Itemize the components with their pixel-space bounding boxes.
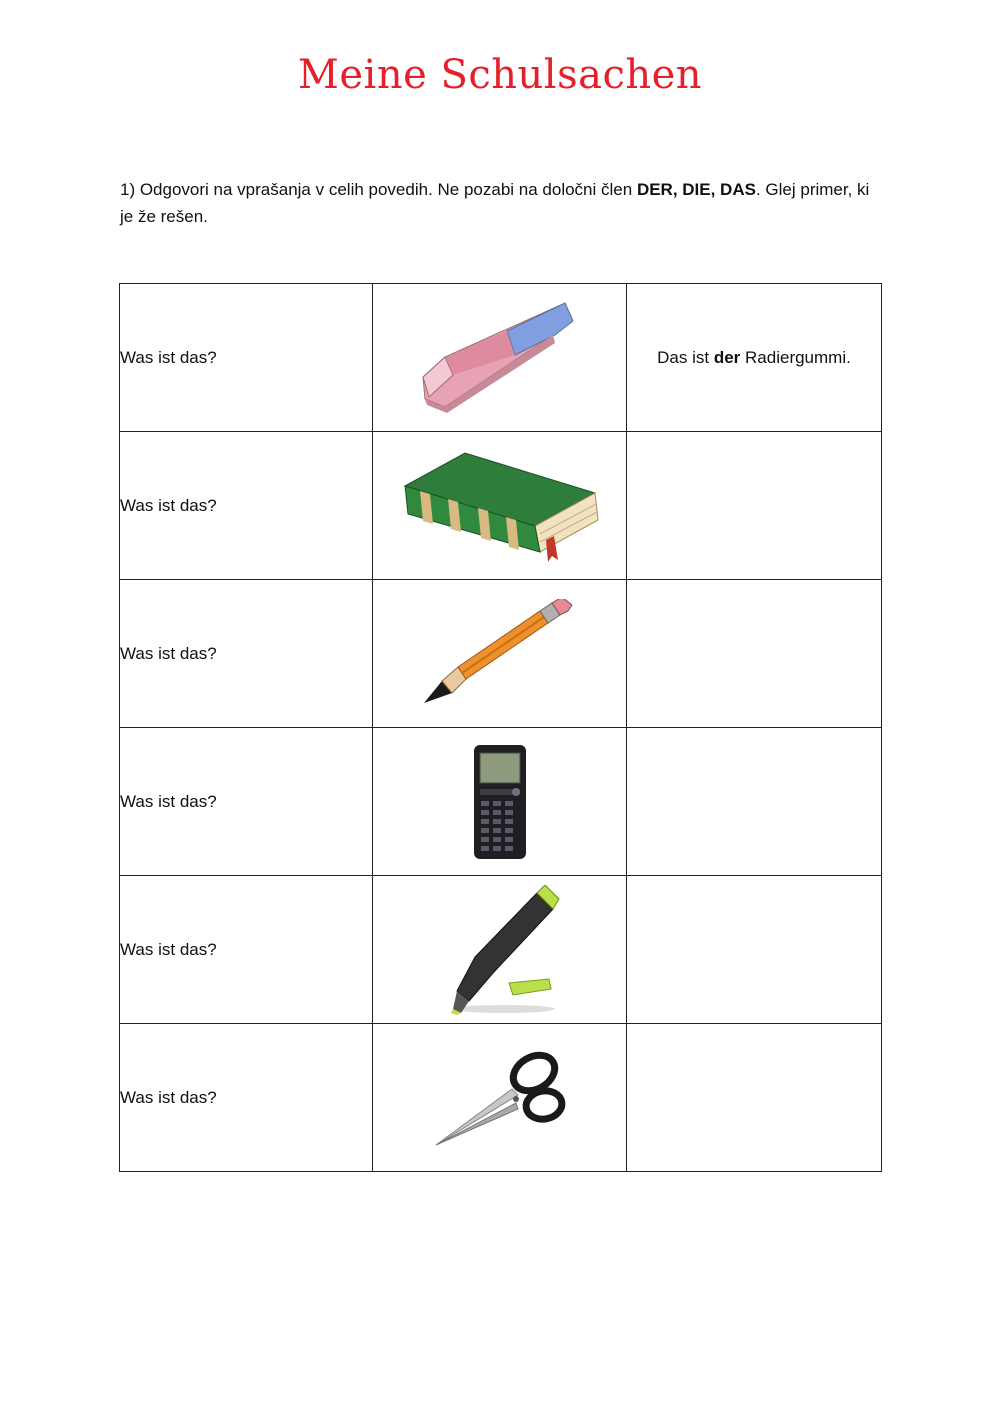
instructions-text-end: . Glej primer, ki je že rešen. <box>120 180 870 226</box>
table-row <box>120 1024 882 1172</box>
table-row <box>120 728 882 876</box>
image-cell <box>373 432 627 580</box>
worksheet-table <box>119 283 882 1172</box>
instructions <box>120 176 880 230</box>
book-icon <box>400 448 600 563</box>
image-cell <box>373 580 627 728</box>
question-cell: Was ist das? <box>120 284 373 432</box>
question-cell: Was ist das? <box>120 1024 373 1172</box>
instructions-articles: DER, DIE, DAS <box>636 180 756 199</box>
image-cell <box>373 876 627 1024</box>
scissors-icon <box>432 1045 567 1150</box>
table-row <box>120 432 882 580</box>
calculator-icon <box>470 743 530 861</box>
highlighter-icon <box>435 885 565 1015</box>
answer-cell[interactable] <box>627 432 882 580</box>
answer-cell[interactable] <box>627 876 882 1024</box>
answer-article: der <box>713 347 741 367</box>
question-cell: Was ist das? <box>120 876 373 1024</box>
instructions-text: 1) Odgovori na vprašanja v celih povedih. Ne pozabi na določni člen <box>120 180 637 199</box>
answer-cell[interactable] <box>627 580 882 728</box>
question-cell: Was ist das? <box>120 728 373 876</box>
answer-cell[interactable] <box>627 728 882 876</box>
question-cell: Was ist das? <box>120 432 373 580</box>
pencil-icon <box>420 599 580 709</box>
image-cell <box>373 284 627 432</box>
answer-text-end: Radiergummi. <box>740 347 851 367</box>
page-title: Meine Schulsachen <box>297 52 703 98</box>
question-cell: Was ist das? <box>120 580 373 728</box>
image-cell <box>373 1024 627 1172</box>
answer-text: Das ist <box>657 347 714 367</box>
answer-cell[interactable] <box>627 1024 882 1172</box>
table-row <box>120 284 882 432</box>
image-cell <box>373 728 627 876</box>
table-row <box>120 876 882 1024</box>
table-row <box>120 580 882 728</box>
answer-cell[interactable] <box>627 284 882 432</box>
eraser-icon <box>415 295 585 420</box>
